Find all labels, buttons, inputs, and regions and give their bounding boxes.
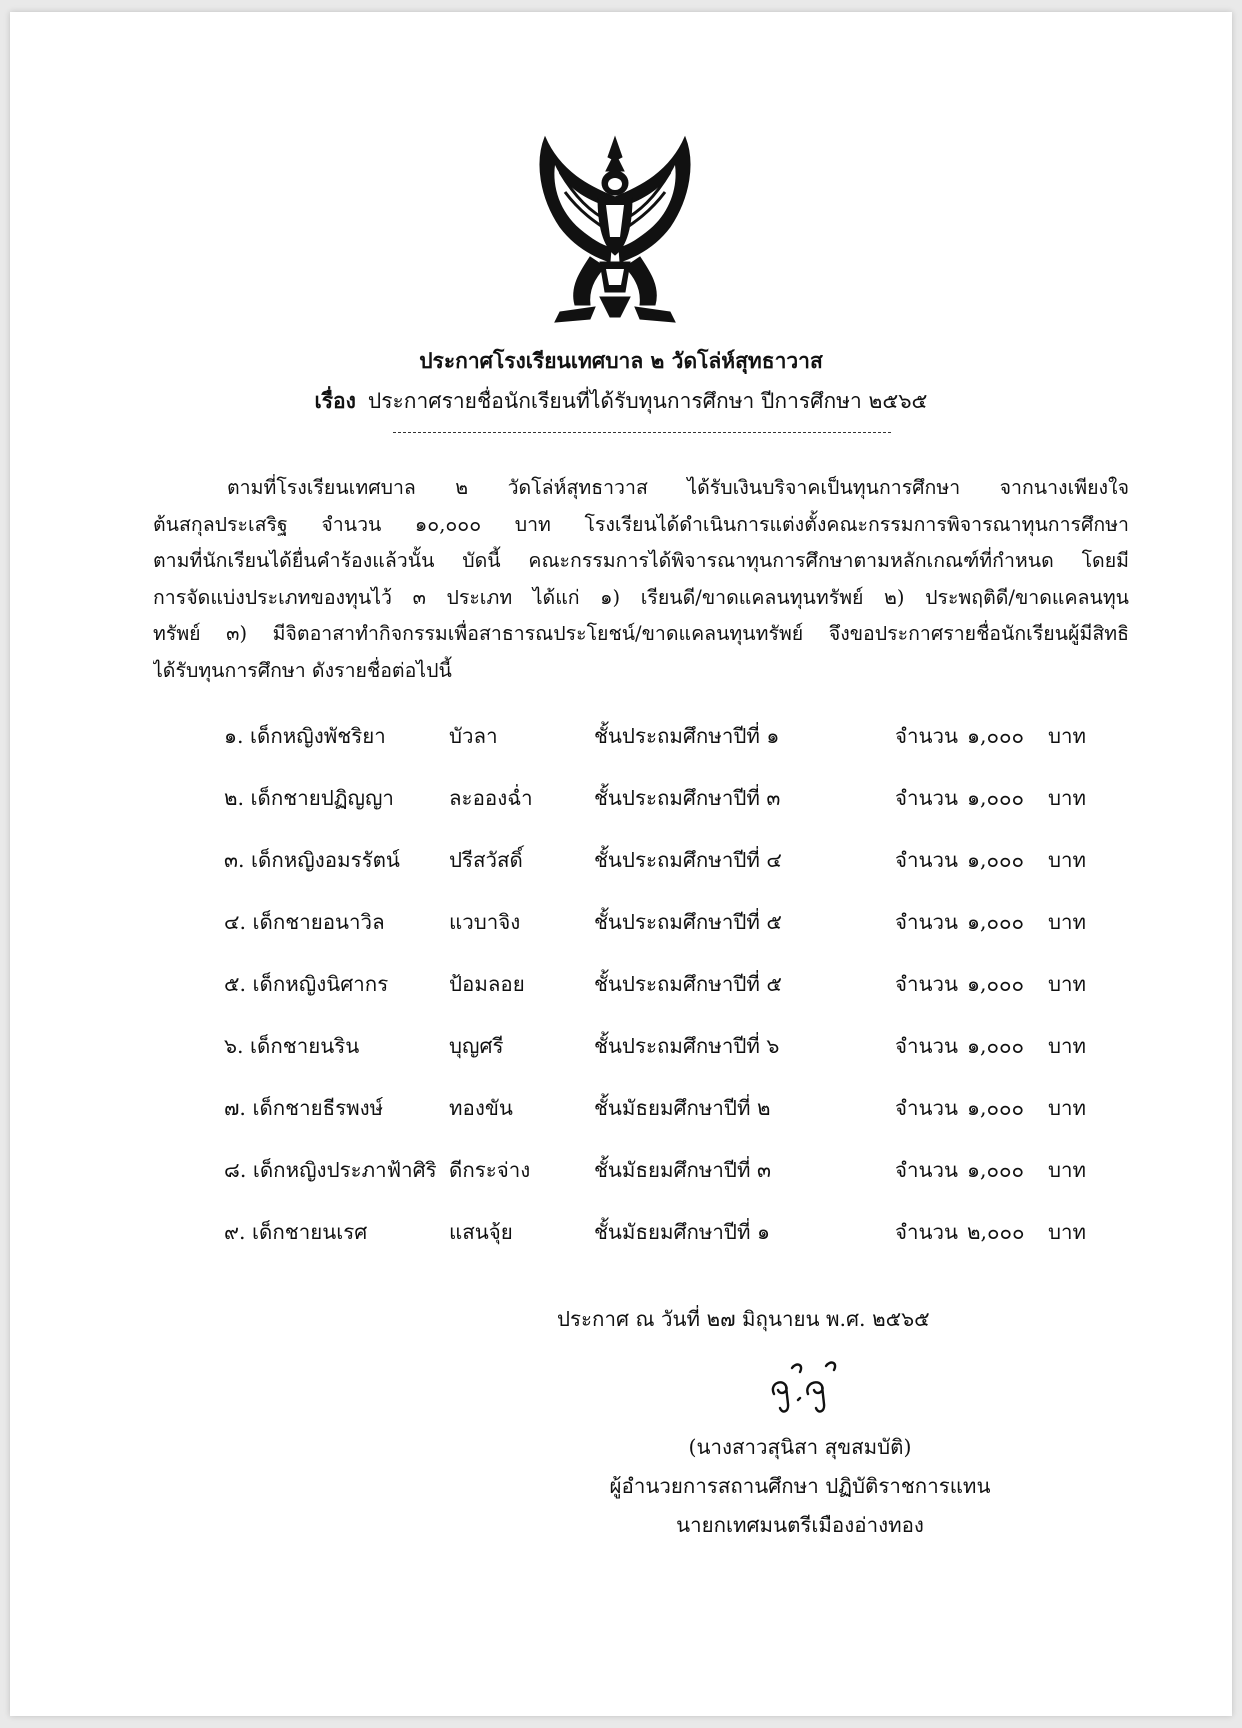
body-line: ได้รับทุนการศึกษา ดังรายชื่อต่อไปนี้ — [153, 658, 452, 682]
signatory-office: นายกเทศมนตรีเมืองอ่างทอง — [676, 1513, 924, 1537]
recipient-row — [0, 1092, 1242, 1132]
handwritten-signature — [764, 1354, 840, 1420]
student-grade: ชั้นประถมศึกษาปีที่ ๖ — [594, 1034, 780, 1058]
student-surname: แวบาจิง — [449, 910, 521, 934]
amount-value: ๑,๐๐๐ — [967, 910, 1025, 934]
student-grade: ชั้นมัธยมศึกษาปีที่ ๓ — [594, 1158, 771, 1182]
body-line: การจัดแบ่งประเภทของทุนไว้ ๓ ประเภท ได้แก่ ๑) เรียนดี/ขาดแคลนทุนทรัพย์ ๒) ประพฤติดี/ขาดแคลนทุน — [153, 585, 1129, 609]
recipient-row — [0, 782, 1242, 822]
student-surname: ดีกระจ่าง — [449, 1158, 531, 1182]
amount-unit: บาท — [1048, 724, 1087, 748]
amount-label: จำนวน — [895, 910, 959, 934]
signatory-name: (นางสาวสุนิสา สุขสมบัติ) — [688, 1435, 912, 1459]
student-name: ๙. เด็กชายนเรศ — [224, 1220, 368, 1244]
body-line: ต้นสกุลประเสริฐ จำนวน ๑๐,๐๐๐ บาท โรงเรียนได้ดำเนินการแต่งตั้งคณะกรรมการพิจารณาทุนการศึกษา — [153, 512, 1129, 536]
amount-unit: บาท — [1048, 1034, 1087, 1058]
body-line: ตามที่นักเรียนได้ยื่นคำร้องแล้วนั้น บัดนี้ คณะกรรมการได้พิจารณาทุนการศึกษาตามหลักเกณฑ์ที่กำหนด โดยมี — [153, 549, 1129, 572]
amount-unit: บาท — [1048, 848, 1087, 872]
body-line: ทรัพย์ ๓) มีจิตอาสาทำกิจกรรมเพื่อสาธารณประโยชน์/ขาดแคลนทุนทรัพย์ จึงขอประกาศรายชื่อนักเรียนผู้มีสิทธิ — [153, 622, 1129, 645]
amount-unit: บาท — [1048, 1220, 1087, 1244]
recipient-row — [0, 1216, 1242, 1256]
student-name: ๕. เด็กหญิงนิศากร — [224, 972, 389, 996]
amount-label: จำนวน — [895, 1158, 959, 1182]
student-name: ๑. เด็กหญิงพัชริยา — [224, 724, 386, 748]
amount-unit: บาท — [1048, 972, 1087, 996]
recipient-row — [0, 844, 1242, 884]
recipient-row — [0, 720, 1242, 760]
student-surname: ปรีสวัสดิ์ — [449, 848, 523, 872]
student-name: ๘. เด็กหญิงประภาฟ้าศิริ — [224, 1158, 437, 1182]
recipient-row — [0, 1154, 1242, 1194]
student-surname: ป้อมลอย — [449, 972, 525, 996]
recipient-row — [0, 968, 1242, 1008]
amount-value: ๑,๐๐๐ — [967, 724, 1025, 748]
student-name: ๖. เด็กชายนริน — [224, 1034, 360, 1058]
amount-unit: บาท — [1048, 910, 1087, 934]
student-grade: ชั้นประถมศึกษาปีที่ ๓ — [594, 786, 781, 810]
document-subject — [0, 385, 1242, 418]
document-title: ประกาศโรงเรียนเทศบาล ๒ วัดโล่ห์สุทธาวาส — [419, 348, 823, 373]
student-grade: ชั้นประถมศึกษาปีที่ ๕ — [594, 972, 782, 996]
amount-label: จำนวน — [895, 1096, 959, 1120]
student-grade: ชั้นมัธยมศึกษาปีที่ ๑ — [594, 1220, 770, 1244]
amount-value: ๑,๐๐๐ — [967, 1158, 1025, 1182]
amount-value: ๒,๐๐๐ — [967, 1220, 1025, 1244]
amount-unit: บาท — [1048, 1158, 1087, 1182]
amount-value: ๑,๐๐๐ — [967, 972, 1025, 996]
amount-label: จำนวน — [895, 848, 959, 872]
subject-label: เรื่อง — [314, 388, 356, 413]
student-surname: แสนจุ้ย — [449, 1220, 513, 1244]
student-surname: ละอองฉ่ำ — [449, 786, 533, 810]
amount-label: จำนวน — [895, 724, 959, 748]
student-name: ๔. เด็กชายอนาวิล — [224, 910, 385, 934]
subject-text: ประกาศรายชื่อนักเรียนที่ได้รับทุนการศึกษา ปีการศึกษา ๒๕๖๕ — [367, 389, 928, 413]
separator-line — [393, 432, 891, 433]
amount-value: ๑,๐๐๐ — [967, 786, 1025, 810]
student-grade: ชั้นมัธยมศึกษาปีที่ ๒ — [594, 1096, 771, 1120]
student-surname: บุญศรี — [449, 1034, 504, 1058]
body-paragraph — [153, 470, 1129, 689]
signatory-position: ผู้อำนวยการสถานศึกษา ปฏิบัติราชการแทน — [609, 1474, 991, 1498]
student-grade: ชั้นประถมศึกษาปีที่ ๑ — [594, 724, 780, 748]
amount-value: ๑,๐๐๐ — [967, 1034, 1025, 1058]
amount-unit: บาท — [1048, 1096, 1087, 1120]
student-name: ๗. เด็กชายธีรพงษ์ — [224, 1096, 384, 1120]
amount-label: จำนวน — [895, 786, 959, 810]
garuda-emblem-icon — [520, 127, 710, 332]
student-name: ๒. เด็กชายปฏิญญา — [224, 786, 394, 810]
announcement-date: ประกาศ ณ วันที่ ๒๗ มิถุนายน พ.ศ. ๒๕๖๕ — [557, 1307, 930, 1331]
amount-label: จำนวน — [895, 972, 959, 996]
recipient-row — [0, 906, 1242, 946]
body-line: ตามที่โรงเรียนเทศบาล ๒ วัดโล่ห์สุทธาวาส ได้รับเงินบริจาคเป็นทุนการศึกษา จากนางเพียงใจ — [227, 476, 1129, 499]
student-grade: ชั้นประถมศึกษาปีที่ ๔ — [594, 848, 782, 872]
amount-label: จำนวน — [895, 1034, 959, 1058]
student-name: ๓. เด็กหญิงอมรรัตน์ — [224, 848, 400, 872]
amount-label: จำนวน — [895, 1220, 959, 1244]
student-surname: บัวลา — [449, 724, 498, 748]
amount-unit: บาท — [1048, 786, 1087, 810]
recipient-row — [0, 1030, 1242, 1070]
amount-value: ๑,๐๐๐ — [967, 1096, 1025, 1120]
student-surname: ทองขัน — [449, 1096, 513, 1120]
amount-value: ๑,๐๐๐ — [967, 848, 1025, 872]
student-grade: ชั้นประถมศึกษาปีที่ ๕ — [594, 910, 782, 934]
